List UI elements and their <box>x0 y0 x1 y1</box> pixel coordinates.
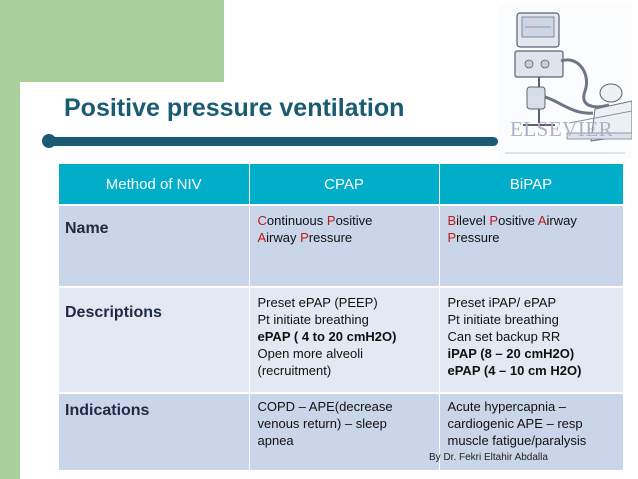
author-footer: By Dr. Fekri Eltahir Abdalla <box>429 452 548 463</box>
list-item: Pt initiate breathing <box>447 312 559 327</box>
list-item: apnea <box>257 433 294 448</box>
table-row <box>59 205 623 287</box>
list-item: Can set backup RR <box>447 329 561 344</box>
table-row <box>59 287 623 393</box>
table-header-row <box>59 164 623 205</box>
list-item: Preset ePAP (PEEP) <box>257 295 378 310</box>
header-cpap: CPAP <box>249 164 439 205</box>
niv-comparison-table <box>59 164 624 472</box>
row-label-descriptions: Descriptions <box>59 287 249 393</box>
list-item: COPD – APE(decrease <box>257 399 393 414</box>
title-rule <box>46 137 498 146</box>
bipap-name-cell <box>439 205 623 287</box>
list-item: ePAP (4 – 10 cm H2O) <box>447 363 582 378</box>
left-accent-bar <box>0 0 20 479</box>
list-item: Pt initiate breathing <box>257 312 369 327</box>
list-item: Open more alveoli <box>257 346 363 361</box>
cpap-name-cell <box>249 205 439 287</box>
cpap-descriptions-cell <box>249 287 439 393</box>
list-item: (recruitment) <box>257 363 332 378</box>
top-accent-block <box>20 0 224 82</box>
header-bipap: BiPAP <box>439 164 623 205</box>
bipap-name-line-2: Pressure <box>447 230 500 245</box>
cpap-name-line-1: Continuous Positive <box>257 213 373 228</box>
cpap-indications-cell <box>249 393 439 471</box>
list-item: muscle fatigue/paralysis <box>447 433 587 448</box>
row-label-indications: Indications <box>59 393 249 471</box>
list-item: cardiogenic APE – resp <box>447 416 583 431</box>
list-item: Preset iPAP/ ePAP <box>447 295 557 310</box>
row-label-name: Name <box>59 205 249 287</box>
elsevier-watermark: ELSEVIER <box>510 117 614 141</box>
header-method: Method of NIV <box>59 164 249 205</box>
list-item: venous return) – sleep <box>257 416 387 431</box>
slide-title: Positive pressure ventilation <box>64 94 405 122</box>
bipap-descriptions-cell <box>439 287 623 393</box>
cpap-name-line-2: Airway Pressure <box>257 230 353 245</box>
bipap-name-line-1: Bilevel Positive Airway <box>447 213 577 228</box>
list-item: ePAP ( 4 to 20 cmH2O) <box>257 329 397 344</box>
list-item: iPAP (8 – 20 cmH2O) <box>447 346 575 361</box>
list-item: Acute hypercapnia – <box>447 399 567 414</box>
